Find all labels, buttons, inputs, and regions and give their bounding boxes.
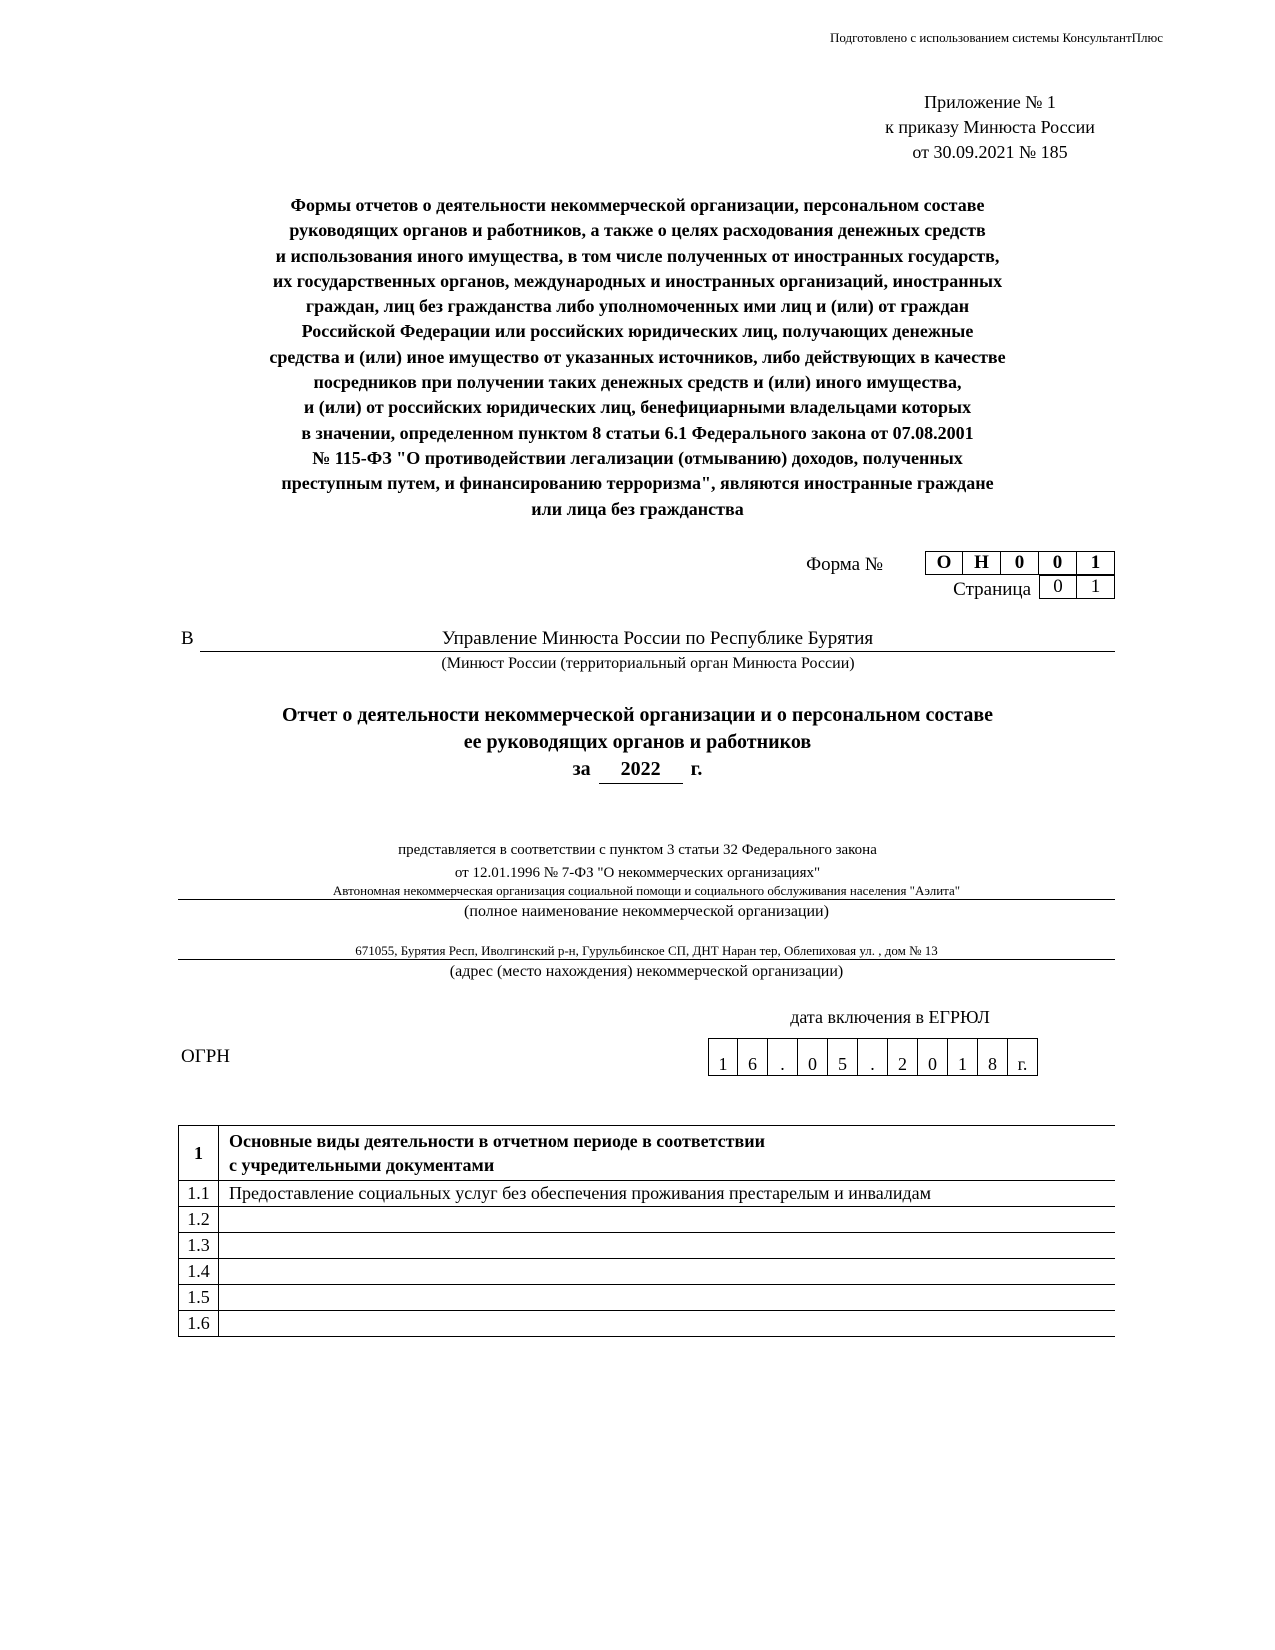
organization-address-field: 671055, Бурятия Респ, Иволгинский р-н, Гурульбинское СП, ДНТ Наран тер, Облепиховая ул. , дом № 13 [178,943,1115,960]
form-number-cell: 0 [1001,551,1039,575]
row-text [219,1233,1116,1259]
egrul-date-cells [708,1038,1038,1076]
row-text [219,1285,1116,1311]
law-reference [200,839,1075,885]
date-cell: 8 [978,1038,1008,1076]
form-number-label: Форма № [806,554,883,575]
table-row [179,1285,1116,1311]
row-number: 1.1 [179,1181,219,1207]
report-title-line: ее руководящих органов и работников [463,731,812,753]
forms-title-line: в значении, определенном пунктом 8 статьи 6.1 Федерального закона от 07.08.2001 [301,422,974,443]
table-row [179,1181,1116,1207]
table-row [179,1311,1116,1337]
forms-title-line: посредников при получении таких денежных средств и (или) иного имущества, [313,372,962,393]
recipient-prefix: В [181,628,194,649]
date-cell: 0 [798,1038,828,1076]
date-cell: 6 [738,1038,768,1076]
egrul-date-label: дата включения в ЕГРЮЛ [790,1007,990,1027]
ogrn-label: ОГРН [181,1046,230,1067]
forms-title-line: их государственных органов, международных и иностранных организаций, иностранных [272,270,1003,291]
header-note: Подготовлено с использованием системы КонсультантПлюс [829,30,1163,45]
law-reference-line: от 12.01.1996 № 7-ФЗ "О некоммерческих организациях" [454,865,821,881]
date-cell: 5 [828,1038,858,1076]
organization-address-caption: (адрес (место нахождения) некоммерческой организации) [449,963,844,980]
row-number: 1.4 [179,1259,219,1285]
page-label: Страница [953,579,1031,600]
row-number: 1.5 [179,1285,219,1311]
appendix-line: Приложение № 1 [924,92,1056,112]
date-cell: . [858,1038,888,1076]
forms-title-line: и использования иного имущества, в том числе полученных от иностранных государств, [275,245,1000,266]
form-number-cell: 0 [1039,551,1077,575]
section-heading-line: с учредительными документами [229,1155,495,1175]
appendix-line: к приказу Минюста России [885,117,1095,137]
activities-table [178,1125,1115,1337]
date-cell: 0 [918,1038,948,1076]
appendix-block [840,90,1140,165]
forms-title-line: преступным путем, и финансированию терроризма", являются иностранные граждане [281,473,994,494]
law-reference-line: представляется в соответствии с пунктом 3 статьи 32 Федерального закона [398,842,877,858]
date-cell: г. [1008,1038,1038,1076]
report-title [200,702,1075,784]
forms-title-line: Формы отчетов о деятельности некоммерческой организации, персональном составе [290,195,985,215]
row-number: 1.6 [179,1311,219,1337]
forms-title-line: и (или) от российских юридических лиц, бенефициарными владельцами которых [303,397,972,418]
date-cell: 1 [948,1038,978,1076]
page-number-cells [1039,575,1115,599]
forms-title-line: Российской Федерации или российских юридических лиц, получающих денежные [301,321,974,342]
forms-title-line: руководящих органов и работников, а также о целях расходования денежных средств [289,220,986,241]
table-header-row [179,1126,1116,1181]
row-text [219,1311,1116,1337]
section-heading-line: Основные виды деятельности в отчетном периоде в соответствии [229,1131,765,1151]
section-heading [219,1126,1116,1181]
form-number-cell: О [925,551,963,575]
row-number: 1.2 [179,1207,219,1233]
forms-title [200,193,1075,522]
report-year: 2022 [599,756,683,784]
form-number-block [600,551,1115,600]
form-number-cell: Н [963,551,1001,575]
appendix-line: от 30.09.2021 № 185 [912,142,1068,162]
organization-name-field: Автономная некоммерческая организация социальной помощи и социального обслуживания населения "Аэлита" [178,883,1115,900]
report-year-suffix: г. [690,758,703,780]
row-number: 1.3 [179,1233,219,1259]
recipient-field: Управление Минюста России по Республике Бурятия [200,628,1115,652]
organization-name-caption: (полное наименование некоммерческой организации) [464,903,829,920]
form-number-cell: 1 [1077,551,1115,575]
forms-title-line: № 115-ФЗ "О противодействии легализации (отмыванию) доходов, полученных [312,447,963,468]
row-text [219,1259,1116,1285]
date-cell: 1 [708,1038,738,1076]
table-row [179,1207,1116,1233]
date-cell: . [768,1038,798,1076]
forms-title-line: или лица без гражданства [531,498,744,519]
recipient-caption: (Минюст России (территориальный орган Минюста России) [441,655,855,672]
date-cell: 2 [888,1038,918,1076]
row-text: Предоставление социальных услуг без обеспечения проживания престарелым и инвалидам [219,1181,1116,1207]
form-number-cells [925,551,1115,575]
page-number-cell: 0 [1039,575,1077,599]
table-row [179,1233,1116,1259]
report-for-label: за [572,758,591,780]
forms-title-line: граждан, лиц без гражданства либо уполномоченных ими лиц и (или) от граждан [305,296,970,317]
recipient-row [181,628,1115,654]
page-number-cell: 1 [1077,575,1115,599]
table-row [179,1259,1116,1285]
report-period [200,756,1075,784]
row-text [219,1207,1116,1233]
section-number: 1 [179,1126,219,1181]
forms-title-line: средства и (или) иное имущество от указанных источников, либо действующих в качестве [269,346,1006,367]
report-title-line: Отчет о деятельности некоммерческой организации и о персональном составе [281,704,994,726]
